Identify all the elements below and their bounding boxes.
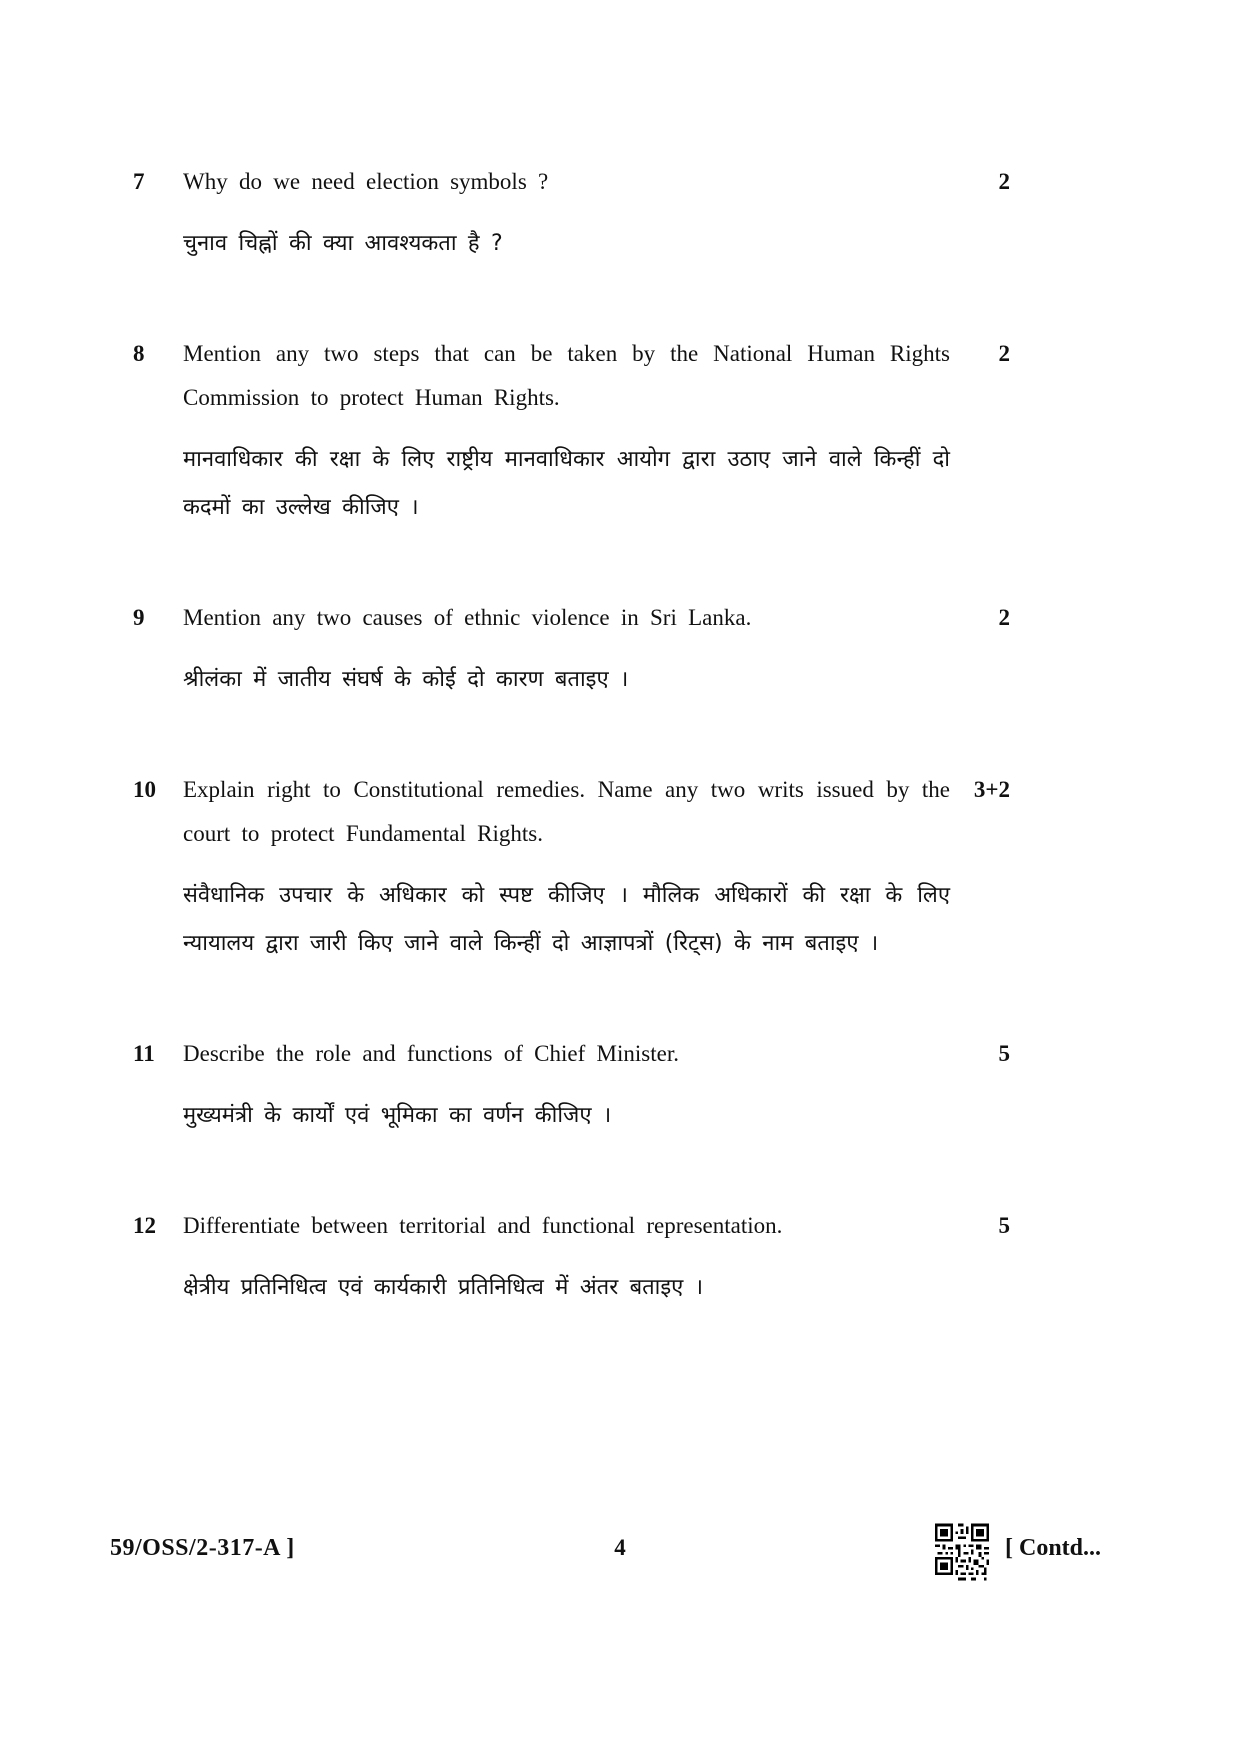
question-9 — [133, 596, 1010, 704]
question-text-english: Why do we need election symbols ? — [183, 169, 549, 194]
question-10 — [133, 768, 1010, 968]
question-number: 12 — [133, 1213, 156, 1238]
question-text-english: Describe the role and functions of Chief Minister. — [183, 1041, 679, 1066]
question-marks: 5 — [998, 1041, 1010, 1066]
question-text-hindi: क्षेत्रीय प्रतिनिधित्व एवं कार्यकारी प्रतिनिधित्व में अंतर बताइए । — [183, 1275, 704, 1300]
question-number: 7 — [133, 169, 145, 194]
page-footer — [0, 1523, 1240, 1593]
question-text-hindi: संवैधानिक उपचार के अधिकार को स्पष्ट कीजिए । मौलिक अधिकारों की रक्षा के लिए न्यायालय द्वारा जारी किए जाने वाले किन्हीं दो आज्ञापत्रों (रिट्स) के नाम बताइए । — [183, 883, 950, 956]
question-text-hindi: श्रीलंका में जातीय संघर्ष के कोई दो कारण बताइए । — [183, 667, 629, 692]
paper-code: 59/OSS/2-317-A ] — [110, 1535, 295, 1561]
question-body — [183, 160, 950, 268]
question-marks: 2 — [998, 605, 1010, 630]
question-body — [183, 768, 950, 968]
question-body — [183, 1204, 950, 1312]
question-11 — [133, 1032, 1010, 1140]
question-body — [183, 596, 950, 704]
question-text-english: Differentiate between territorial and functional representation. — [183, 1213, 783, 1238]
question-text-hindi: चुनाव चिह्नों की क्या आवश्यकता है ? — [183, 231, 503, 256]
question-number: 9 — [133, 605, 145, 630]
question-12 — [133, 1204, 1010, 1312]
qr-code-icon — [935, 1523, 989, 1581]
question-8 — [133, 332, 1010, 532]
question-number: 8 — [133, 341, 145, 366]
question-text-hindi: मानवाधिकार की रक्षा के लिए राष्ट्रीय मानवाधिकार आयोग द्वारा उठाए जाने वाले किन्हीं दो कदमों का उल्लेख कीजिए । — [183, 447, 950, 520]
question-text-english: Mention any two steps that can be taken by the National Human Rights Commission to protect Human Rights. — [183, 341, 950, 410]
question-body — [183, 1032, 950, 1140]
question-7 — [133, 160, 1010, 268]
question-text-english: Explain right to Constitutional remedies. Name any two writs issued by the court to protect Fundamental Rights. — [183, 777, 950, 846]
question-marks: 2 — [998, 341, 1010, 366]
question-number: 11 — [133, 1041, 155, 1066]
question-marks: 5 — [998, 1213, 1010, 1238]
page-number: 4 — [614, 1535, 626, 1560]
question-text-english: Mention any two causes of ethnic violence in Sri Lanka. — [183, 605, 752, 630]
question-marks: 3+2 — [973, 777, 1010, 802]
question-text-hindi: मुख्यमंत्री के कार्यों एवं भूमिका का वर्णन कीजिए । — [183, 1103, 612, 1128]
question-body — [183, 332, 950, 532]
contd-label: [ Contd... — [1005, 1535, 1102, 1561]
question-marks: 2 — [998, 169, 1010, 194]
questions-section — [133, 160, 1010, 1376]
question-number: 10 — [133, 777, 156, 802]
